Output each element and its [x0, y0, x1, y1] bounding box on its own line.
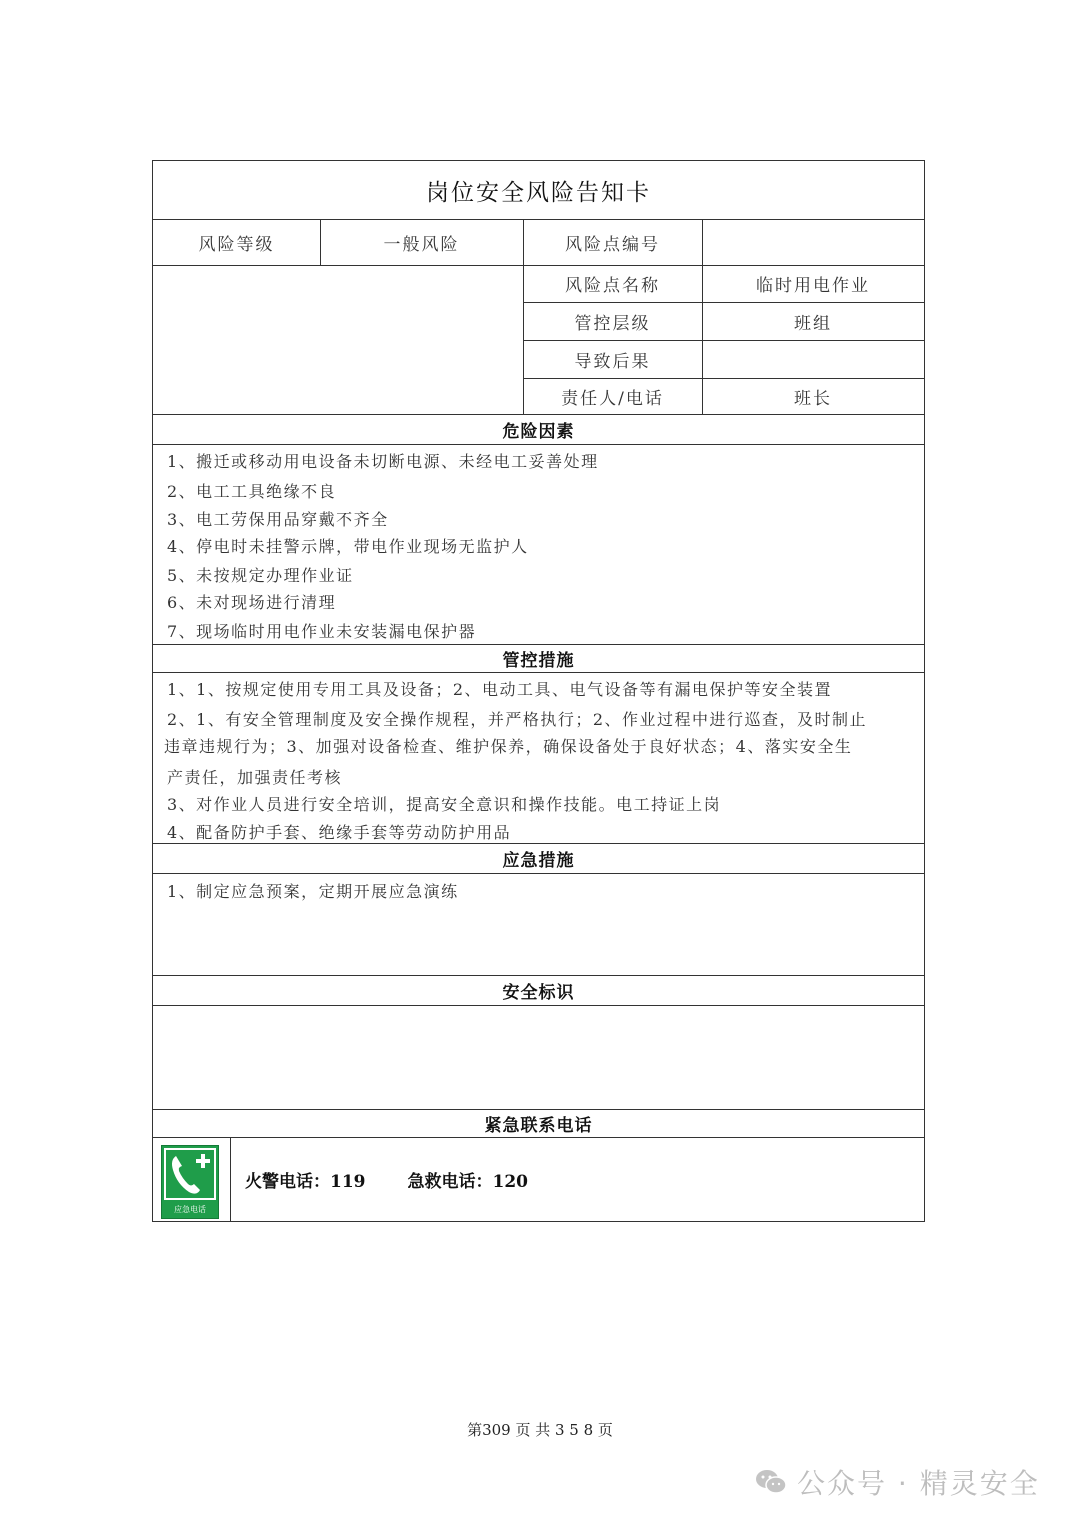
risk-point-no-value — [702, 219, 924, 265]
risk-point-name-label: 风险点名称 — [565, 276, 660, 296]
phone-icon — [162, 1146, 218, 1218]
control-item: 3、对作业人员进行安全培训，提高安全意识和操作技能。电工持证上岗 — [167, 795, 722, 814]
control-item-line: 违章违规行为；3、加强对设备检查、维护保养，确保设备处于良好状态；4、落实安全生 — [164, 737, 853, 756]
contacts-row — [153, 1137, 924, 1222]
hazard-item: 3、电工劳保用品穿戴不齐全 — [167, 510, 389, 529]
consequence-value — [702, 340, 924, 378]
control-item: 4、配备防护手套、绝缘手套等劳动防护用品 — [167, 823, 512, 842]
contact-numbers — [245, 1137, 528, 1222]
page-footer: 第309 页 共 3 5 8 页 — [467, 1421, 613, 1439]
hazard-item: 1、搬迁或移动用电设备未切断电源、未经电工妥善处理 — [167, 452, 599, 471]
watermark-text: 公众号 · 精灵安全 — [797, 1467, 1040, 1500]
hazards-heading: 危险因素 — [502, 421, 575, 442]
hazard-item: 6、未对现场进行清理 — [167, 593, 337, 612]
divider — [153, 444, 924, 445]
card-title: 岗位安全风险告知卡 — [426, 179, 651, 206]
control-item: 1、1、按规定使用专用工具及设备；2、电动工具、电气设备等有漏电保护等安全装置 — [167, 680, 833, 699]
controls-heading: 管控措施 — [502, 650, 575, 671]
divider — [230, 1137, 231, 1222]
control-level-value: 班组 — [794, 313, 832, 334]
fire-phone: 火警电话：119 — [245, 1172, 366, 1192]
divider — [153, 672, 924, 673]
hazard-item: 4、停电时未挂警示牌，带电作业现场无监护人 — [167, 537, 529, 556]
safety-signs-area — [153, 1005, 924, 1109]
emergency-list — [167, 879, 910, 979]
control-level-label: 管控层级 — [574, 313, 651, 334]
hazard-item: 5、未按规定办理作业证 — [167, 566, 354, 585]
emergency-phone-sign-icon — [161, 1145, 219, 1219]
contacts-heading: 紧急联系电话 — [484, 1115, 593, 1136]
control-item-line: 2、1、有安全管理制度及安全操作规程，并严格执行；2、作业过程中进行巡查，及时制止 — [167, 710, 868, 729]
responsible-value: 班长 — [794, 388, 832, 409]
risk-point-no-label: 风险点编号 — [565, 234, 660, 255]
control-item-line: 产责任，加强责任考核 — [167, 768, 343, 787]
consequence-label: 导致后果 — [574, 351, 651, 372]
wechat-icon — [755, 1467, 787, 1497]
risk-point-name-value: 临时用电作业 — [756, 276, 870, 296]
risk-notice-card — [152, 160, 925, 1222]
ambulance-phone: 急救电话：120 — [407, 1172, 528, 1192]
hazard-item: 2、电工工具绝缘不良 — [167, 482, 337, 501]
sign-caption: 应急电话 — [174, 1205, 206, 1214]
responsible-label: 责任人/电话 — [561, 388, 664, 409]
risk-level-value: 一般风险 — [383, 234, 460, 255]
emergency-item: 1、制定应急预案，定期开展应急演练 — [167, 882, 459, 901]
safety-signs-heading: 安全标识 — [502, 982, 575, 1003]
risk-level-label: 风险等级 — [198, 234, 275, 255]
controls-list — [164, 677, 910, 842]
watermark — [755, 1462, 1040, 1502]
hazards-list — [167, 449, 910, 644]
hazard-item: 7、现场临时用电作业未安装漏电保护器 — [167, 622, 477, 641]
divider — [153, 873, 924, 874]
emergency-heading: 应急措施 — [502, 850, 575, 871]
